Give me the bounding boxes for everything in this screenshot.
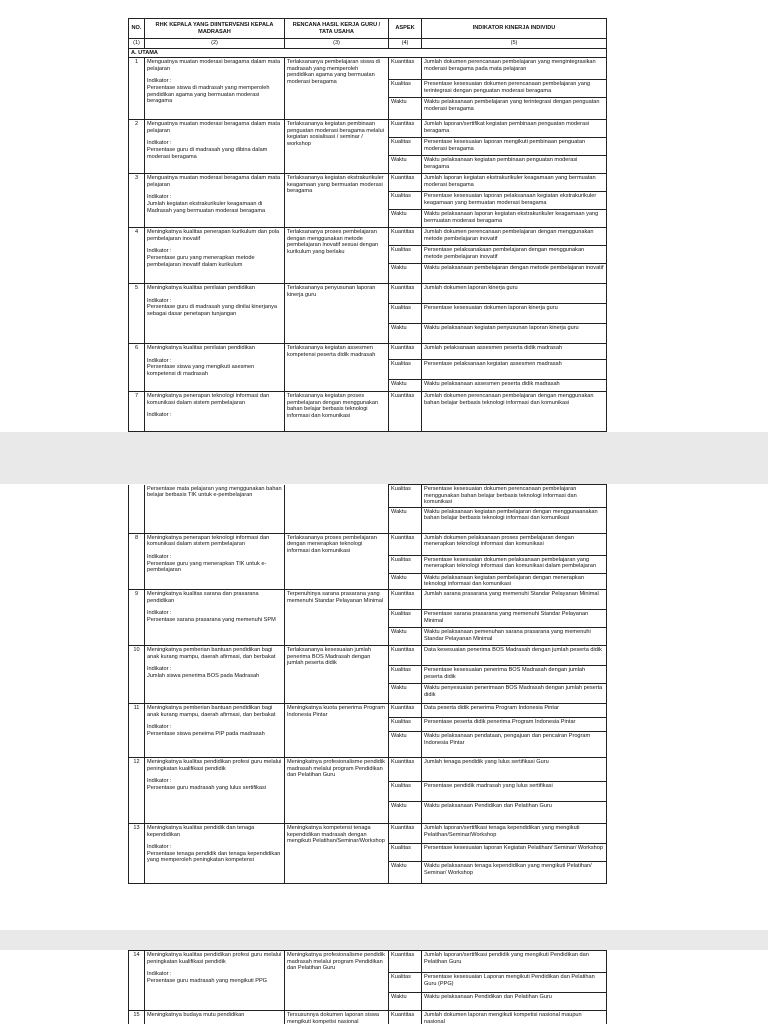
table-row: 14 Meningkatnya kualitas pendidikan profesi guru melalui peningkatan kualifikasi pendidik Indikator : Persentase guru madrasah yang mengikuti PPG Meningkatnya profesionalisme pendidik madrasah melalui program Pendidikan dan Pelatihan Guru Kuantitas Jumlah laporan/sertifikasi pendidik yang mengikuti Pendidikan dan Pelatihan Guru [129, 951, 607, 973]
table-row: 3 Menguatnya muatan moderasi beragama dalam mata pelajaran Indikator : Jumlah kegiatan ekstrakurikuler keagamaan di Madrasah yang bermuatan moderasi beragama Terlaksananya kegiatan ekstrakurikuler keagamaan yang bermuatan moderasi beragama Kuantitas Jumlah laporan kegiatan ekstrakurikuler keagamaan yang bermuatan moderasi beragama [129, 174, 607, 192]
table-row: 8 Meningkatnya penerapan teknologi informasi dan komunikasi dalam sistem pembelajaran Indikator : Persentase guru yang menerapkan TIK untuk e-pembelajaran Terlaksananya proses pembelajaran dengan menerapkan teknologi informasi dan komunikasi Kuantitas Jumlah dokumen pelaksanaan proses pembelajaran dengan menerapkan teknologi informasi dan komunikasi [129, 533, 607, 555]
table-row: 12 Meningkatnya kualitas pendidikan profesi guru melalui peningkatan kualifikasi pendidik Indikator : Persentase guru madrasah yang lulus sertifikasi Meningkatnya profesionalisme pendidik madrasah melalui program Pendidikan dan Pelatihan Guru Kuantitas Jumlah tenaga pendidik yang lulus sertifikasi Guru [129, 757, 607, 781]
table-row: 11 Meningkatnya pemberian bantuan pendidikan bagi anak kurang mampu, daerah afirmasi, dan berbakat Indikator : Persentase siswa peneima PIP pada madrasah Meningkatnya kuota penerima Program Indonesia Pintar Kuantitas Data peserta didik penerima Program Indonesia Pintar [129, 703, 607, 717]
kinerja-table-page-1: NO. RHK KEPALA YANG DIINTERVENSI KEPALA MADRASAH RENCANA HASIL KERJA GURU / TATA USAHA ASPEK INDIKATOR KINERJA INDIVIDU (1) (2) (3) (4) (5) A. UTAMA 1 Menguatnya muatan moderasi beragama dalam mata pelajaran Indikator : Persentase siswa di madrasah yang memperoleh pendidikan agama yang bermuatan moderasi beragama Terlaksananya pembelajaran siswa di madrasah yang memperoleh pendidikan agama yang bermuatan moderasi beragama Kuantitas Jumlah dokumen perencanaan pembelajaran yang mengintegrasikan moderasi beragama pada mata pelajaran Kualitas Presentase kesesuaian dokumen perencanaan pembelajaran yang terintegrasi dengan penguatan moderasi beragama Waktu Waktu pelaksanaan pembelajaran yang terintegrasi dengan penguatan moderasi beragama 2 Menguatnya muatan moderasi beragama dalam mata pelajaran Indikator : Persentase guru di madrasah yang dibina dalam moderasi beragama Terlaksananya kegiatan pembinaan penguatan moderasi beragama melalui kegiatan sosialisasi / seminar / workshop Kuantitas Jumlah laporan/sertifikat kegiatan pembinaan penguatan moderasi beragama Kualitas Persentase kesesuaian laporan mengikuti pembinaan penguatan moderasi beragama Waktu Waktu pelaksanaan kegiatan pembinaan penguatan moderasi beragama 3 Menguatnya muatan moderasi beragama dalam mata pelajaran Indikator : Jumlah kegiatan ekstrakurikuler keagamaan di Madrasah yang bermuatan moderasi beragama Terlaksananya kegiatan ekstrakurikuler keagamaan yang bermuatan moderasi beragama Kuantitas Jumlah laporan kegiatan ekstrakurikuler keagamaan yang bermuatan moderasi beragama Kualitas Persentase kesesuaian laporan pelaksanaan kegiatan ekstrakurikuler keagamaan yang bermuatan moderasi beragama Waktu Waktu pelaksanaan laporan kegiatan ekstrakurikuler keagamaan yang bermuatan moderasi beragama 4 Meningkatnya kualitas penerapan kurikulum dan pola pembelajaran inovatif Indikator : Persentase guru yang menerapkan metode pembelajaran inovatif dalam kurikulum Terlaksananya proses pembelajaran dengan menggunakan metode pembelajaran inovatif sesuai dengan kurikulum yang berlaku Kuantitas Jumlah dokumen perencanaan pembelajaran dengan menggunakan metode pembelajaran inovatif Kualitas Persentase pelaksanakaan pembelajaran dengan menggunakan metode pembelajaran inovatif Waktu Waktu pelaksanaan pembelajaran dengan metode pembelajaran inovatif 5 Meningkatnya kualitas penilaian pendidikan Indikator : Persentase guru di madrasah yang dinilai kinerjanya sebagai dasar penetapan tunjangan Terlaksananya penyusunan laporan kinerja guru Kuantitas Jumlah dokumen laporan kinerja guru Kualitas Persentase kesesuaian dokumen laporan kinerja guru Waktu Waktu pelaksanaan kegiatan penyusunan laporan kinerja guru 6 Meningkatnya kualitas penilaian pendidikan Indikator : Persentase siswa yang mengikuti asesmen kompetensi di madrasah Terlaksananya kegiatan assesmen kompetensi peserta didik madrasah Kuantitas Jumlah pelaksanaan assesmen peserta didik madrasah Kualitas Persentase pelaksanaan kegiatan assesmen madrasah Waktu Waktu pelaksanaan assesmen peserta didik madrasah 7 Meningkatnya penerapan teknologi informasi dan komunikasi dalam sistem pembelajaran Indikator : Terlaksananya kegiatan proses pembelajaran dengan menggunakan bahan belajar berbasis teknologi informasi dan komunikasi Kuantitas Jumlah dokumen perencanaan pembelajaran dengan menggunakan bahan belajar berbasis teknologi informasi dan komunikasi [128, 18, 607, 432]
col-rencana-header: RENCANA HASIL KERJA GURU / TATA USAHA [285, 19, 389, 39]
section-row [129, 48, 607, 58]
table-row: Persentase mata pelajaran yang menggunakan bahan belajar berbasis TIK untuk e-pembelajaran Kualitas Persentase kesesuaian dokumen perencanaan pembelajaran menggunakan bahan belajar berbasis teknologi informasi dan komunikasi [129, 485, 607, 508]
document-page-3 [0, 950, 768, 1024]
table-row: 2 Menguatnya muatan moderasi beragama dalam mata pelajaran Indikator : Persentase guru di madrasah yang dibina dalam moderasi beragama Terlaksananya kegiatan pembinaan penguatan moderasi beragama melalui kegiatan sosialisasi / seminar / workshop Kuantitas Jumlah laporan/sertifikat kegiatan pembinaan penguatan moderasi beragama [129, 120, 607, 138]
table-row: 13 Meningkatnya kualitas pendidik dan tenaga kependidikan Indikator : Persentase tenaga pendidik dan tenaga kependidikan yang memperoleh peningkatan kompetensi Meningkatnya kompetensi tenaga kependidikan madrasah dengan mengikuti Pelatihan/Seminar/Workshop Kuantitas Jumlah laporan/sertifikasi tenaga kependidikan yang mengikuti Pelatihan/Seminar/Workshop [129, 823, 607, 843]
number-row: (1) (2) (3) (4) (5) [129, 39, 607, 49]
col-indikator-header: INDIKATOR KINERJA INDIVIDU [422, 19, 607, 39]
col-rhk-header: RHK KEPALA YANG DIINTERVENSI KEPALA MADRASAH [145, 19, 285, 39]
table-row: 1 Menguatnya muatan moderasi beragama dalam mata pelajaran Indikator : Persentase siswa di madrasah yang memperoleh pendidikan agama yang bermuatan moderasi beragama Terlaksananya pembelajaran siswa di madrasah yang memperoleh pendidikan agama yang bermuatan moderasi beragama Kuantitas Jumlah dokumen perencanaan pembelajaran yang mengintegrasikan moderasi beragama pada mata pelajaran [129, 58, 607, 80]
table-row: 7 Meningkatnya penerapan teknologi informasi dan komunikasi dalam sistem pembelajaran Indikator : Terlaksananya kegiatan proses pembelajaran dengan menggunakan bahan belajar berbasis teknologi informasi dan komunikasi Kuantitas Jumlah dokumen perencanaan pembelajaran dengan menggunakan bahan belajar berbasis teknologi informasi dan komunikasi [129, 392, 607, 432]
table-row: 15 Meningkatnya budaya mutu pendidikan Tersusunnya dokumen laporan siswa mengikuti kompetisi nasional Kuantitas Jumlah dokumen laporan mengikuti kompetisi nasional maupun nasional [129, 1011, 607, 1024]
header-row [129, 19, 607, 39]
table-row: 5 Meningkatnya kualitas penilaian pendidikan Indikator : Persentase guru di madrasah yang dinilai kinerjanya sebagai dasar penetapan tunjangan Terlaksananya penyusunan laporan kinerja guru Kuantitas Jumlah dokumen laporan kinerja guru [129, 284, 607, 304]
page-gap [0, 930, 768, 950]
table-row: 6 Meningkatnya kualitas penilaian pendidikan Indikator : Persentase siswa yang mengikuti asesmen kompetensi di madrasah Terlaksananya kegiatan assesmen kompetensi peserta didik madrasah Kuantitas Jumlah pelaksanaan assesmen peserta didik madrasah [129, 344, 607, 360]
document-page-2 [0, 484, 768, 930]
kinerja-table-page-2: Persentase mata pelajaran yang menggunakan bahan belajar berbasis TIK untuk e-pembelajaran Kualitas Persentase kesesuaian dokumen perencanaan pembelajaran menggunakan bahan belajar berbasis teknologi informasi dan komunikasi Waktu Waktu pelaksanaan kegiatan pembelajaran dengan menggunaanakan bahan belajar berbasis teknologi informasi dan komunikasi 8 Meningkatnya penerapan teknologi informasi dan komunikasi dalam sistem pembelajaran Indikator : Persentase guru yang menerapkan TIK untuk e-pembelajaran Terlaksananya proses pembelajaran dengan menerapkan teknologi informasi dan komunikasi Kuantitas Jumlah dokumen pelaksanaan proses pembelajaran dengan menerapkan teknologi informasi dan komunikasi Kualitas Persentase kesesuaian dokumen pelaksanaan pembelajaran yang menerapkan teknologi informasi dan komunikasi dalam pembelajaran Waktu Waktu pelaksanaan kegiatan pembelajaran dengan menerapkan teknologi informasi dan komunikasi 9 Meningkatnya kualitas sarana dan prasarana pendidikan Indikator : Persentase sarana prasarana yang memenuhi SPM Terpenuhinya sarana prasarana yang memenuhi Standar Pelayanan Minimal Kuantitas Jumlah sarana prasarana yang memenuhi Standar Pelayanan Minimal Kualitas Persentase sarana prasarana yang memenuhi Standar Pelayanan Minimal Waktu Waktu pelaksanaan pemenuhan sarana prasarana yang memenuhi Standar Pelayanan Minimal 10 Meningkatnya pemberian bantuan pendidikan bagi anak kurang mampu, daerah afirmasi, dan berbakat Indikator : Jumlah siswa penerima BOS pada Madrasah Terlaksananya kesesuaian jumlah penerima BOS Madrasah dengan jumlah peserta didik Kuantitas Data kesesuaian penerima BOS Madrasah dengan jumlah peserta didik Kualitas Persentase kesesuaian penerima BOS Madrasah dengan jumlah peserta didik Waktu Waktu penyesuaian penerimaan BOS Madrasah dengan jumlah peserta didik 11 Meningkatnya pemberian bantuan pendidikan bagi anak kurang mampu, daerah afirmasi, dan berbakat Indikator : Persentase siswa peneima PIP pada madrasah Meningkatnya kuota penerima Program Indonesia Pintar Kuantitas Data peserta didik penerima Program Indonesia Pintar Kualitas Persentase peserta didik penerima Program Indonesia Pintar Waktu Waktu pelaksanaan pendataan, pengajuan dan pencairan Program Indonesia Pintar 12 Meningkatnya kualitas pendidikan profesi guru melalui peningkatan kualifikasi pendidik Indikator : Persentase guru madrasah yang lulus sertifikasi Meningkatnya profesionalisme pendidik madrasah melalui program Pendidikan dan Pelatihan Guru Kuantitas Jumlah tenaga pendidik yang lulus sertifikasi Guru Kualitas Persentase pendidik madrasah yang lulus sertifikasi Waktu Waktu pelaksanaan Pendidikan dan Pelatihan Guru 13 Meningkatnya kualitas pendidik dan tenaga kependidikan Indikator : Persentase tenaga pendidik dan tenaga kependidikan yang memperoleh peningkatan kompetensi Meningkatnya kompetensi tenaga kependidikan madrasah dengan mengikuti Pelatihan/Seminar/Workshop Kuantitas Jumlah laporan/sertifikasi tenaga kependidikan yang mengikuti Pelatihan/Seminar/Workshop Kualitas Persentase kesesuaian laporan Kegiatan Pelatihan/ Seminar/ Workshop Waktu Waktu pelaksanaan tenaga kependidikan yang mengikuti Pelatihan/ Seminar/ Workshop [128, 484, 607, 884]
section-title: A. UTAMA [129, 48, 607, 58]
table-row: 9 Meningkatnya kualitas sarana dan prasarana pendidikan Indikator : Persentase sarana prasarana yang memenuhi SPM Terpenuhinya sarana prasarana yang memenuhi Standar Pelayanan Minimal Kuantitas Jumlah sarana prasarana yang memenuhi Standar Pelayanan Minimal [129, 589, 607, 609]
table-row: 4 Meningkatnya kualitas penerapan kurikulum dan pola pembelajaran inovatif Indikator : Persentase guru yang menerapkan metode pembelajaran inovatif dalam kurikulum Terlaksananya proses pembelajaran dengan menggunakan metode pembelajaran inovatif sesuai dengan kurikulum yang berlaku Kuantitas Jumlah dokumen perencanaan pembelajaran dengan menggunakan metode pembelajaran inovatif [129, 228, 607, 246]
col-no-header: NO. [129, 19, 145, 39]
kinerja-table-page-3: 14 Meningkatnya kualitas pendidikan profesi guru melalui peningkatan kualifikasi pendidik Indikator : Persentase guru madrasah yang mengikuti PPG Meningkatnya profesionalisme pendidik madrasah melalui program Pendidikan dan Pelatihan Guru Kuantitas Jumlah laporan/sertifikasi pendidik yang mengikuti Pendidikan dan Pelatihan Guru Kualitas Persentase kesesuaian Laporan mengikuti Pendidikan dan Pelatihan Guru (PPG) Waktu Waktu pelaksanaan Pendidikan dan Pelatihan Guru 15 Meningkatnya budaya mutu pendidikan Tersusunnya dokumen laporan siswa mengikuti kompetisi nasional Kuantitas Jumlah dokumen laporan mengikuti kompetisi nasional maupun nasional [128, 950, 607, 1024]
col-aspek-header: ASPEK [389, 19, 422, 39]
document-page-1 [0, 0, 768, 432]
table-row: 10 Meningkatnya pemberian bantuan pendidikan bagi anak kurang mampu, daerah afirmasi, dan berbakat Indikator : Jumlah siswa penerima BOS pada Madrasah Terlaksananya kesesuaian jumlah penerima BOS Madrasah dengan jumlah peserta didik Kuantitas Data kesesuaian penerima BOS Madrasah dengan jumlah peserta didik [129, 645, 607, 665]
page-gap [0, 432, 768, 484]
